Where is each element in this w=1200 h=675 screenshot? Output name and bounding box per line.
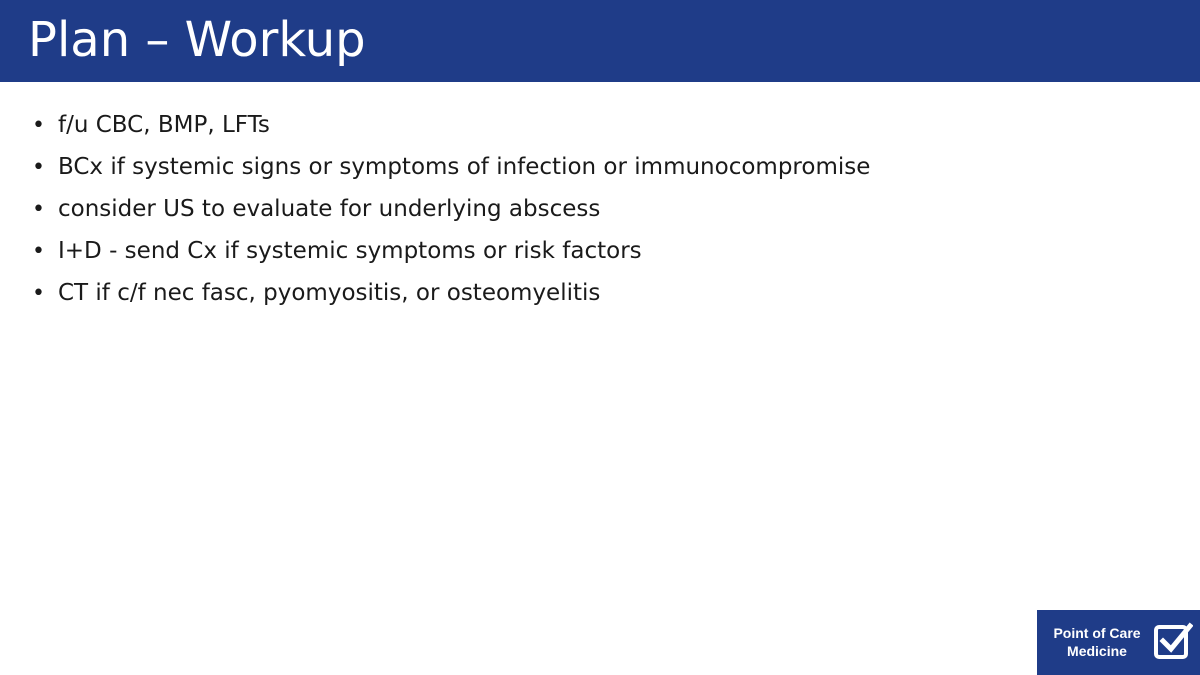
logo-line-1: Point of Care: [1053, 625, 1141, 641]
bullet-item: [32, 104, 870, 146]
bullet-item: [32, 188, 870, 230]
bullet-icon: •: [32, 113, 45, 138]
logo-text: [1041, 624, 1153, 660]
bullet-text: f/u CBC, BMP, LFTs: [58, 112, 270, 138]
bullet-item: [32, 272, 870, 314]
bullet-text: BCx if systemic signs or symptoms of infection or immunocompromise: [58, 154, 871, 180]
bullet-list: [32, 104, 870, 314]
logo-line-2: Medicine: [1067, 643, 1127, 659]
bullet-text: I+D - send Cx if systemic symptoms or risk factors: [58, 238, 642, 264]
bullet-icon: •: [32, 197, 45, 222]
bullet-icon: •: [32, 155, 45, 180]
bullet-item: [32, 230, 870, 272]
bullet-text: CT if c/f nec fasc, pyomyositis, or osteomyelitis: [58, 280, 601, 306]
bullet-text: consider US to evaluate for underlying abscess: [58, 196, 601, 222]
brand-logo: [1037, 610, 1200, 675]
bullet-icon: •: [32, 239, 45, 264]
bullet-item: [32, 146, 870, 188]
bullet-icon: •: [32, 281, 45, 306]
slide-title: Plan – Workup: [28, 12, 366, 68]
checkbox-check-icon: [1153, 622, 1193, 662]
title-bar: [0, 0, 1200, 82]
